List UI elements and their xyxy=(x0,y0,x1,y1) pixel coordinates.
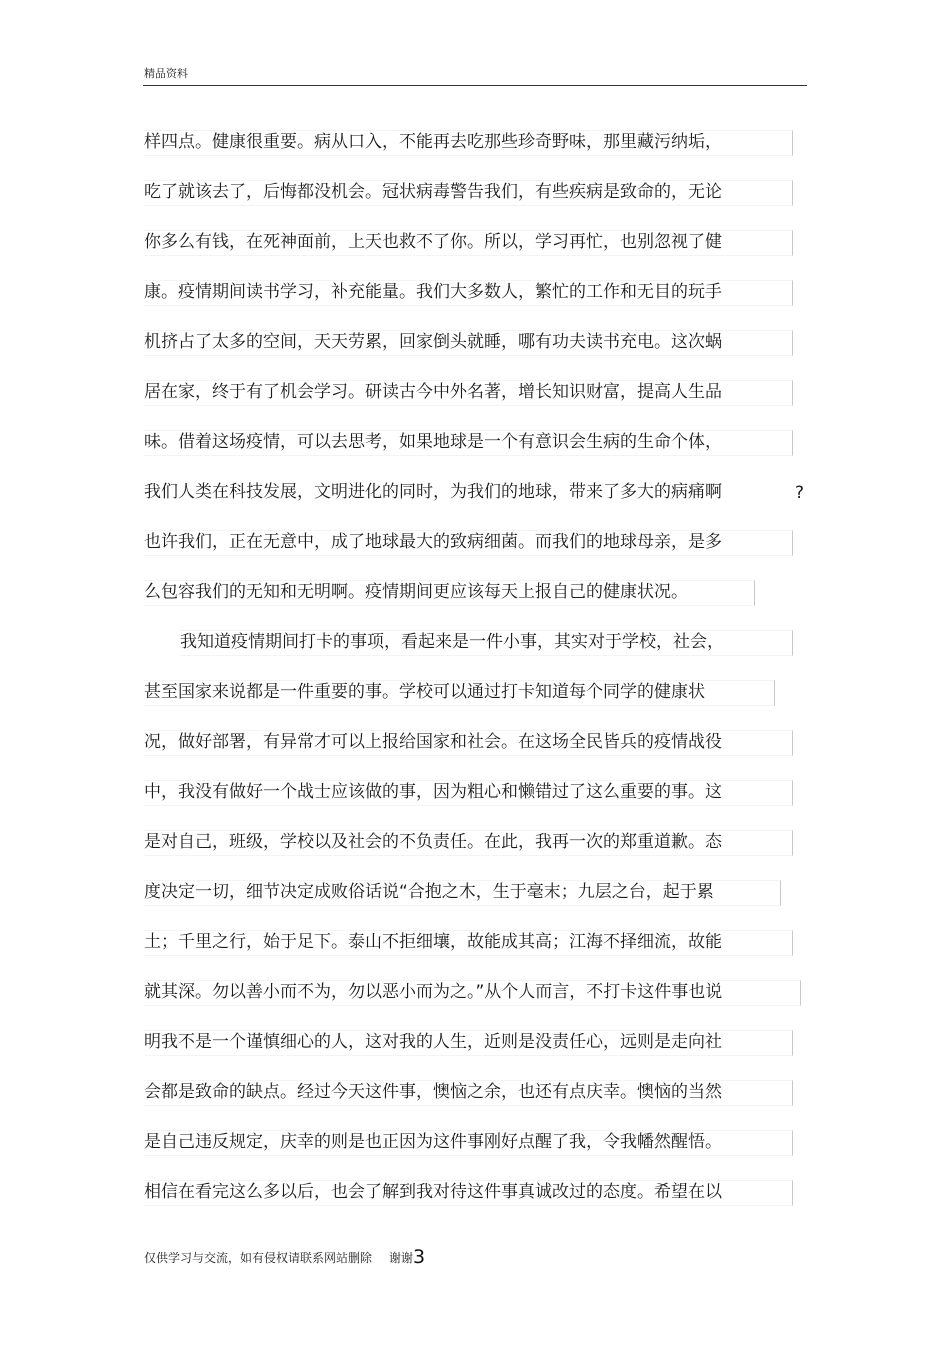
text-line: 居在家，终于有了机会学习。研读古今中外名著，增长知识财富，提高人生品 xyxy=(144,382,722,402)
paragraph-first-line: 我知道疫情期间打卡的事项，看起来是一件小事，其实对于学校，社会， xyxy=(180,632,724,652)
text-line: 相信在看完这么多以后，也会了解到我对待这件事真诚改过的态度。希望在以 xyxy=(144,1182,722,1202)
text-line: 味。借着这场疫情，可以去思考，如果地球是一个有意识会生病的生命个体， xyxy=(144,432,722,452)
text-line: 么包容我们的无知和无明啊。疫情期间更应该每天上报自己的健康状况。 xyxy=(144,582,688,602)
text-line: 况，做好部署，有异常才可以上报给国家和社会。在这场全民皆兵的疫情战役 xyxy=(144,732,722,752)
footer-notice: 仅供学习与交流，如有侵权请联系网站删除 xyxy=(144,1251,373,1265)
text-line: 是对自己，班级，学校以及社会的不负责任。在此，我再一次的郑重道歉。态 xyxy=(144,832,722,852)
text-line: 吃了就该去了，后悔都没机会。冠状病毒警告我们，有些疾病是致命的，无论 xyxy=(144,182,722,202)
page-number: 3 xyxy=(413,1246,426,1268)
text-line: 中，我没有做好一个战士应该做的事，因为粗心和懒错过了这么重要的事。这 xyxy=(144,782,722,802)
text-line: 明我不是一个谨慎细心的人，这对我的人生，近则是没责任心，远则是走向社 xyxy=(144,1032,722,1052)
text-line: 机挤占了太多的空间，天天劳累，回家倒头就睡，哪有功夫读书充电。这次蜗 xyxy=(144,332,722,352)
text-line: 土；千里之行，始于足下。泰山不拒细壤，故能成其高；江海不择细流，故能 xyxy=(144,932,722,952)
text-line: 度决定一切，细节决定成败俗话说“合抱之木，生于毫末；九层之台，起于累 xyxy=(144,882,714,902)
page-header-title: 精品资料 xyxy=(144,67,188,80)
text-line: 就其深。勿以善小而不为，勿以恶小而为之。”从个人而言，不打卡这件事也说 xyxy=(144,982,723,1002)
text-line: 也许我们，正在无意中，成了地球最大的致病细菌。而我们的地球母亲，是多 xyxy=(144,532,722,552)
footer-thanks: 谢谢 xyxy=(389,1251,414,1265)
text-line: 康。疫情期间读书学习，补充能量。我们大多数人，繁忙的工作和无目的玩手 xyxy=(144,282,722,302)
text-line: 你多么有钱，在死神面前，上天也救不了你。所以，学习再忙，也别忽视了健 xyxy=(144,232,722,252)
text-line: 是自己违反规定，庆幸的则是也正因为这件事刚好点醒了我，令我幡然醒悟。 xyxy=(144,1132,722,1152)
text-line: 甚至国家来说都是一件重要的事。学校可以通过打卡知道每个同学的健康状 xyxy=(144,682,705,702)
stray-question-mark: ? xyxy=(795,483,805,503)
text-line: 样四点。健康很重要。病从口入，不能再去吃那些珍奇野味，那里藏污纳垢， xyxy=(144,132,722,152)
text-line: 会都是致命的缺点。经过今天这件事，懊恼之余，也还有点庆幸。懊恼的当然 xyxy=(144,1082,722,1102)
text-line: 我们人类在科技发展，文明进化的同时，为我们的地球，带来了多大的病痛啊 xyxy=(144,482,722,502)
